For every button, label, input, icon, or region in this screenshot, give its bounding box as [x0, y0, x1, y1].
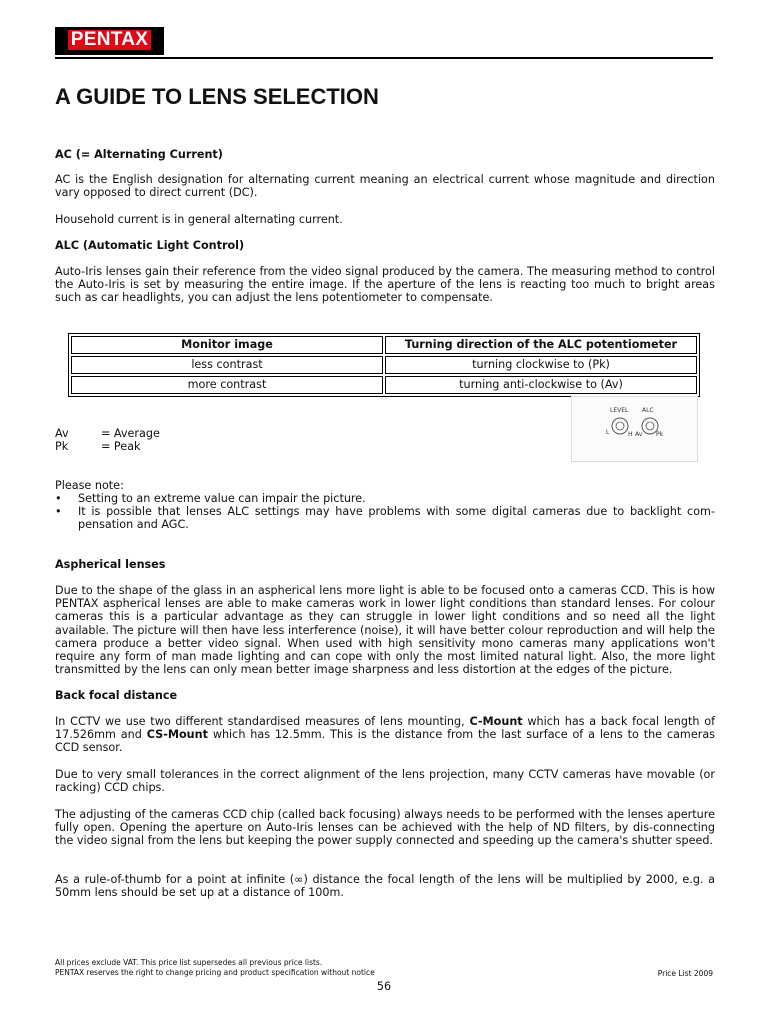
aspherical-paragraph: Due to the shape of the glass in an aspherical lens more light is able to be focused onto a cameras CCD. This is how PENTAX aspherical lenses are able to make cameras work in lower light conditions than standard lenses. For colour cameras this is a particular advantage as they can struggle in lower light conditions and so need all the light available. The picture will then have less interference (noise), it will have better colour reproduction and will help the camera produce a better video signal. When used with high sensitivity mono cameras many applications won't require any form of man made lighting and can cope with only the most limited natural light. Also, the more light transmitted by the lens can only mean better image sharpness and less distortion at the edges of the picture.: [55, 584, 715, 677]
ac-paragraph-2: Household current is in general alternating current.: [55, 213, 343, 226]
text-run: which has 12.5mm. This is the distance from the last surface of a lens to the cameras CCD sensor.: [55, 728, 716, 755]
back-focal-paragraph-3: The adjusting of the cameras CCD chip (called back focusing) always needs to be performed with the lenses aperture fully open. Opening the aperture on Auto-Iris lenses can be achieved with the help of ND filters, by dis-connecting the video signal from the lens but keeping the power supply connected and speeding up the camera's shutter speed.: [55, 808, 715, 848]
alc-knob-center: [646, 422, 654, 430]
table-cell: more contrast: [71, 376, 383, 394]
list-item: [55, 492, 715, 505]
list-item: [55, 505, 715, 531]
l-label: L: [606, 429, 610, 436]
ac-paragraph-1: AC is the English designation for alternating current meaning an electrical current whose magnitude and direction vary opposed to direct current (DC).: [55, 173, 715, 200]
text-run: which has a back focal length of 17.526mm and: [55, 715, 716, 742]
table-row: [71, 376, 697, 394]
potentiometer-illustration: [572, 397, 697, 461]
abbreviation-value: = Peak: [101, 440, 141, 453]
av-label: Av: [635, 431, 643, 438]
table-row: [71, 356, 697, 374]
h-label: H: [628, 431, 633, 438]
abbreviation-pk: [55, 440, 141, 453]
text-run: In CCTV we use two different standardised measures of lens mounting,: [55, 715, 470, 728]
back-focal-paragraph-2: Due to very small tolerances in the correct alignment of the lens projection, many CCTV cameras have movable (or racking) CCD chips.: [55, 768, 715, 795]
aspherical-heading: Aspherical lenses: [55, 558, 166, 571]
table-header-cell: Turning direction of the ALC potentiometer: [385, 336, 697, 354]
abbreviation-key: Pk: [55, 440, 69, 453]
table-cell: less contrast: [71, 356, 383, 374]
footer-line: All prices exclude VAT. This price list supersedes all previous price lists.: [55, 958, 323, 967]
back-focal-heading: Back focal distance: [55, 689, 178, 702]
pk-label: Pk: [656, 431, 664, 438]
back-focal-paragraph-4: As a rule-of-thumb for a point at infinite (∞) distance the focal length of the lens will be multiplied by 2000, e.g. a 50mm lens should be set up at a distance of 100m.: [55, 873, 715, 900]
ac-heading: AC (= Alternating Current): [55, 148, 223, 161]
alc-label: ALC: [642, 407, 654, 414]
note-title: Please note:: [55, 479, 124, 492]
alc-paragraph-1: Auto-Iris lenses gain their reference from the video signal produced by the camera. The measuring method to control the Auto-Iris is set by measuring the entire image. If the aperture of the lens is reacting too much to bright areas such as car headlights, you can adjust the lens potentiometer to compensate.: [55, 265, 715, 305]
abbreviation-av: [55, 427, 160, 440]
page-title: A GUIDE TO LENS SELECTION: [55, 84, 379, 109]
notes-list: [55, 492, 715, 532]
c-mount-term: C-Mount: [469, 715, 523, 728]
abbreviation-key: Av: [55, 427, 69, 440]
level-knob-center: [616, 422, 624, 430]
bullet-icon: •: [55, 492, 62, 505]
abbreviation-value: = Average: [101, 427, 160, 440]
table-header-cell: Monitor image: [71, 336, 383, 354]
page-number: 56: [376, 980, 392, 993]
logo-text: PENTAX: [68, 30, 151, 50]
note-text: Setting to an extreme value can impair the picture.: [78, 492, 366, 505]
header-rule: [55, 57, 713, 59]
table-cell: turning anti-clockwise to (Av): [385, 376, 697, 394]
bullet-icon: •: [55, 505, 62, 519]
back-focal-paragraph-1: [55, 715, 715, 755]
potentiometer-diagram: [571, 396, 698, 462]
alc-table: [68, 333, 700, 397]
footer-price-list: Price List 2009: [657, 969, 713, 978]
table-header-row: [71, 336, 697, 354]
cs-mount-term: CS-Mount: [146, 728, 208, 742]
alc-heading: ALC (Automatic Light Control): [55, 239, 245, 252]
note-text: It is possible that lenses ALC settings may have problems with some digital cameras due to backlight com-pensation and AGC.: [78, 505, 715, 532]
footer-disclaimer: [55, 958, 375, 977]
level-knob-icon: [612, 418, 628, 434]
footer-line: PENTAX reserves the right to change pricing and product specification without notice: [55, 967, 375, 977]
level-label: LEVEL: [610, 407, 629, 414]
table-cell: turning clockwise to (Pk): [385, 356, 697, 374]
pentax-logo: [55, 27, 164, 55]
